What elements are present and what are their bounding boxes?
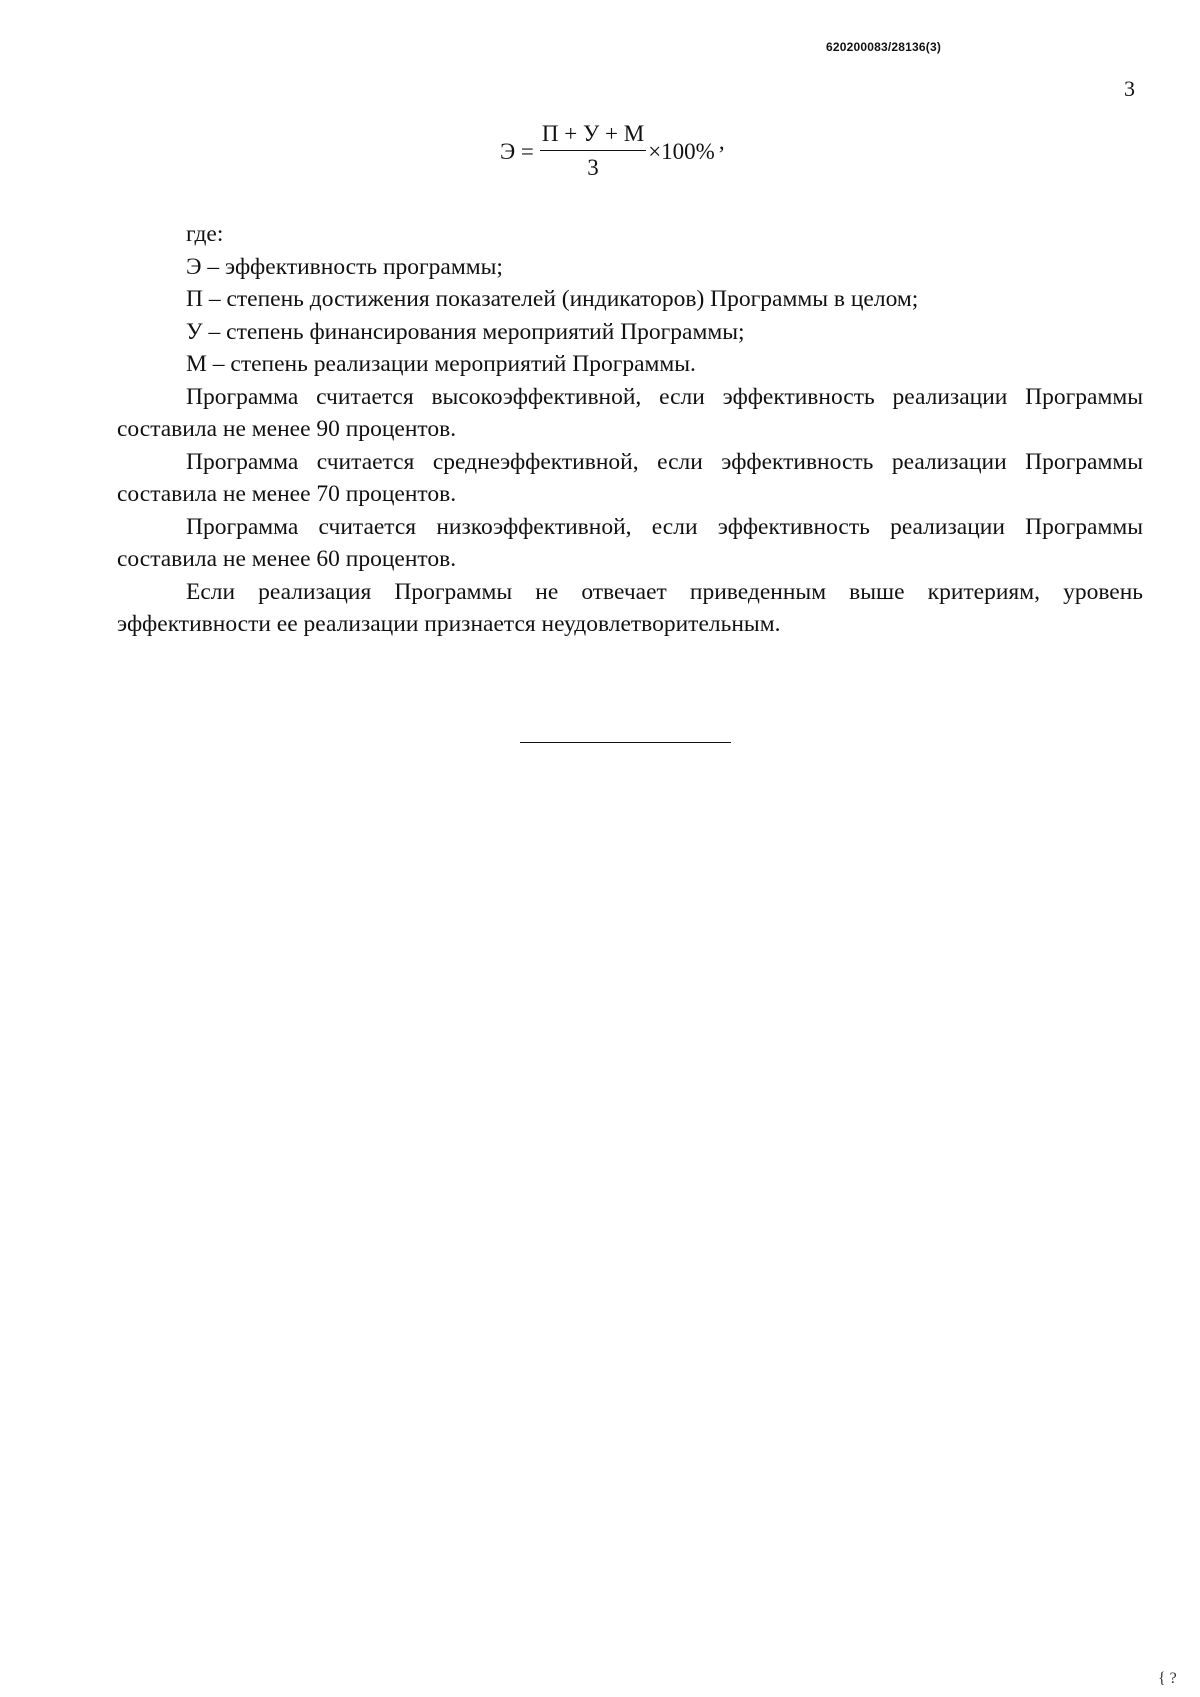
end-separator-line	[520, 742, 731, 743]
definition-p: П – степень достижения показателей (индикаторов) Программы в целом;	[186, 286, 919, 312]
where-label: где:	[186, 221, 224, 247]
paragraph-medium-efficiency: Программа считается среднеэффективной, если эффективность реализации Программы составила не менее 70 процентов.	[117, 448, 1143, 507]
corner-mark: { ?	[1158, 1670, 1177, 1687]
definition-e: Э – эффективность программы;	[186, 253, 503, 280]
formula-fraction	[540, 120, 646, 183]
document-body	[117, 218, 1143, 641]
paragraph-unsatisfactory: Если реализация Программы не отвечает приведенным выше критериям, уровень эффективности ее реализации признается неудовлетворительным.	[117, 578, 1143, 637]
definition-u: У – степень финансирования мероприятий Программы;	[186, 318, 745, 345]
paragraph-low-efficiency: Программа считается низкоэффективной, если эффективность реализации Программы составила не менее 60 процентов.	[117, 513, 1143, 572]
definition-m: М – степень реализации мероприятий Программы.	[186, 351, 696, 377]
formula-lhs: Э =	[500, 138, 534, 164]
formula-denominator: 3	[587, 155, 599, 180]
formula-rhs: ×100%	[648, 138, 715, 164]
formula-numerator: П + У + М	[540, 120, 646, 151]
formula-comma: ,	[718, 129, 725, 154]
document-id: 620200083/28136(3)	[826, 40, 942, 54]
paragraph-high-efficiency: Программа считается высокоэффективной, если эффективность реализации Программы составила не менее 90 процентов.	[117, 383, 1143, 442]
efficiency-formula	[500, 120, 725, 183]
page-number: 3	[1124, 76, 1135, 101]
